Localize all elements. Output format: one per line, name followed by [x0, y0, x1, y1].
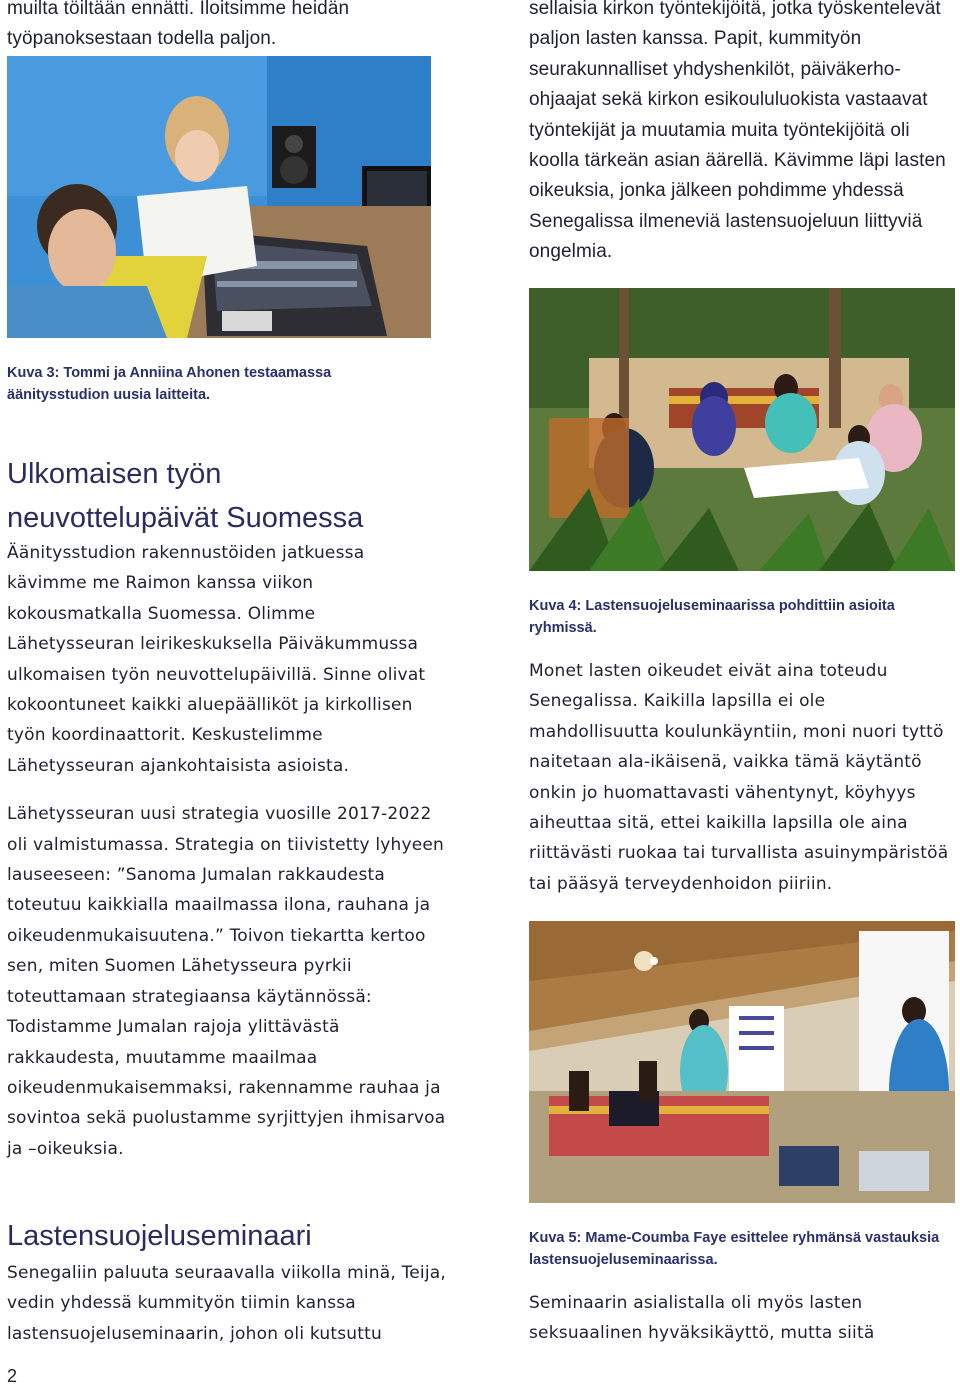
- presentation-photo: [529, 921, 955, 1203]
- group-discussion-photo: [529, 288, 955, 571]
- right-bottom-paragraph: Seminaarin asialistalla oli myös lasten seksuaalinen hyväksikäyttö, mutta siitä: [529, 1293, 875, 1344]
- photo2-caption: Kuva 4: Lastensuojeluseminaarissa pohdittiin asioita ryhmissä.: [529, 598, 895, 636]
- section2-heading: Lastensuojeluseminaari: [7, 1220, 312, 1252]
- left-column: [7, 0, 447, 55]
- right-column: [529, 0, 957, 268]
- right-intro-text: sellaisia kirkon työntekijöitä, jotka työskentelevät paljon lasten kanssa. Papit, kummityön seurakunnalliset yhdyshenkilöt, päiväkerho-ohjaajat sekä kirkon esikoululuokista vastaavat työntekijät ja muutamia muita työntekijöitä oli koolla tärkeän asian äärellä. Kävimme läpi lasten oikeuksia, jonka jälkeen pohdimme yhdessä Senegalissa ilmeneviä lastensuojeluun liittyviä ongelmia.: [529, 0, 946, 263]
- section2: [7, 1214, 447, 1349]
- right-middle-paragraph: Monet lasten oikeudet eivät aina toteudu Senegalissa. Kaikilla lapsilla ei ole mahdollisuutta koulunkäyntiin, moni nuori tyttö naitetaan ala-ikäisenä, vaikka tämä käytäntö onkin jo huomattavasti vähentynyt, köyhyys aiheuttaa sitä, ettei kaikilla lapsilla ole aina riittävästi ruokaa tai turvallista asuinympäristöä tai pääsyä terveydenhoidon piiriin.: [529, 661, 949, 894]
- left-intro-text: muilta töiltään ennätti. Iloitsimme heidän työpanoksestaan todella paljon.: [7, 0, 350, 50]
- studio-photo: [7, 56, 431, 338]
- section1-paragraph-2: Lähetysseuran uusi strategia vuosille 2017-2022 oli valmistumassa. Strategia on tiivistetty lyhyeen lauseeseen: ”Sanoma Jumalan rakkaudesta toteutuu kaikkialla maailmassa ilona, rauhana ja oikeudenmukaisuutena.” Toivon tiekartta kertoo sen, miten Suomen Lähetysseura pyrkii toteuttamaan strategiaansa käytännössä: Todistamme Jumalan rajoja ylittävästä rakkaudesta, muutamme maailmaa oikeudenmukaisemmaksi, rakennamme rauhaa ja sovintoa sekä puolustamme syrjittyjen ihmisarvoa ja –oikeuksia.: [7, 804, 446, 1159]
- page-number: 2: [7, 1366, 18, 1386]
- section2-paragraph: Senegaliin paluuta seuraavalla viikolla minä, Teija, vedin yhdessä kummityön tiimin kanssa lastensuojeluseminaarin, johon oli kutsuttu: [7, 1263, 446, 1344]
- photo3-caption: Kuva 5: Mame-Coumba Faye esittelee ryhmänsä vastauksia lastensuojeluseminaarissa.: [529, 1230, 940, 1268]
- section1-paragraph-1: Äänitysstudion rakennustöiden jatkuessa kävimme me Raimon kanssa viikon kokousmatkalla Suomessa. Olimme Lähetysseuran leirikeskuksella Päiväkummussa ulkomaisen työn neuvottelupäivillä. Sinne olivat kokoontuneet kaikki aluepäälliköt ja kirkollisen työn koordinaattorit. Keskustelimme Lähetysseuran ajankohtaisista asioista.: [7, 543, 426, 776]
- section1-heading-line2: neuvottelupäivät Suomessa: [7, 502, 364, 534]
- section1: [7, 452, 447, 1164]
- photo1-caption: Kuva 3: Tommi ja Anniina Ahonen testaamassa äänitysstudion uusia laitteita.: [7, 365, 332, 403]
- section1-heading-line1: Ulkomaisen työn: [7, 458, 222, 490]
